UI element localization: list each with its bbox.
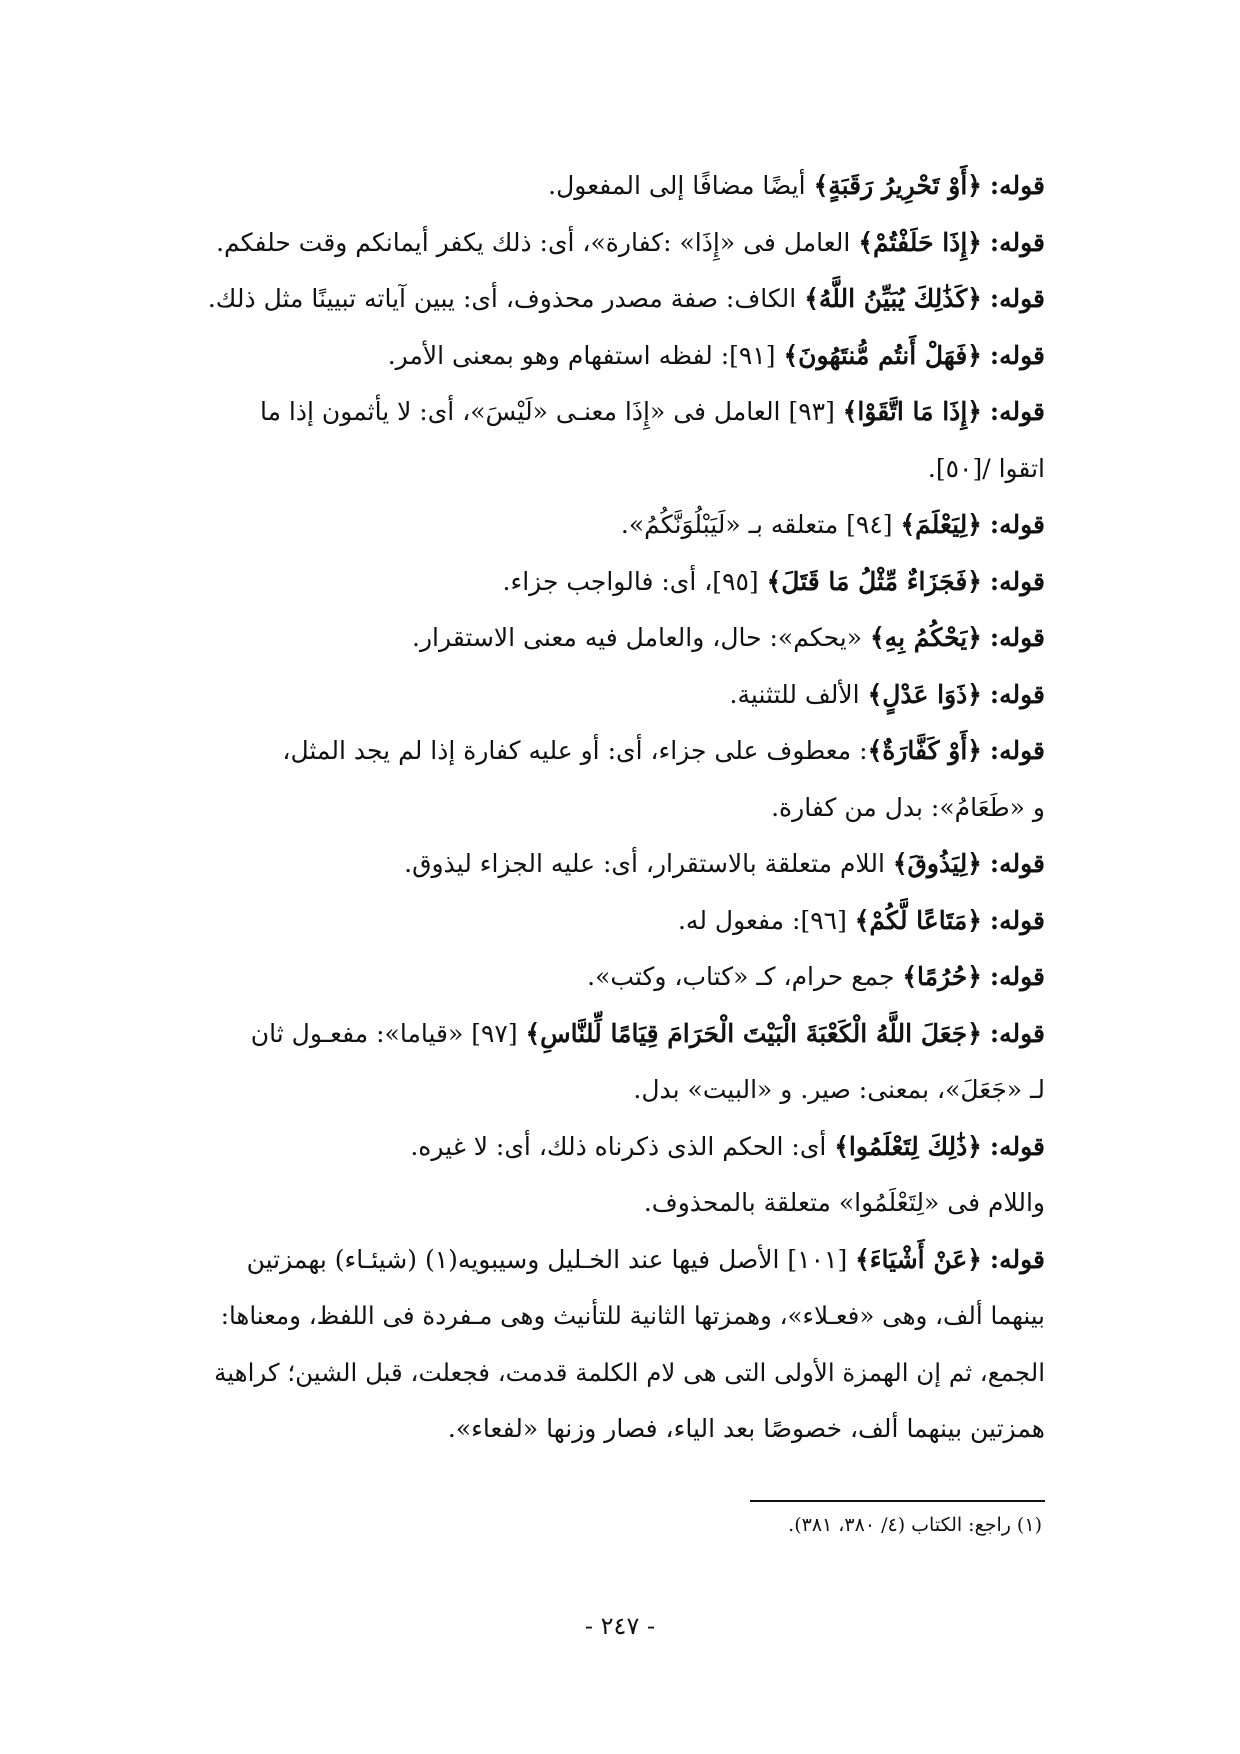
text-line	[205, 328, 1045, 385]
line-text: أيضًا مضافًا إلى المفعول.	[548, 171, 814, 200]
line-text: [٩٥]، أى: فالواجب جزاء.	[502, 566, 767, 596]
text-line	[205, 836, 1045, 893]
text-line	[205, 271, 1045, 328]
text-line	[205, 1006, 1045, 1063]
line-text: «يحكم»: حال، والعامل فيه معنى الاستقرار.	[412, 623, 871, 652]
line-label: قوله:	[989, 1244, 1045, 1274]
text-line	[205, 610, 1045, 667]
line-label: قوله:	[989, 397, 1045, 426]
quran-quote: ﴿كَذَٰلِكَ يُبَيِّنُ اللَّهُ﴾	[804, 284, 982, 313]
quran-quote: ﴿أَوْ كَفَّارَةٌ﴾	[867, 736, 982, 765]
quran-quote: ﴿لِيَذُوقَ﴾	[892, 849, 982, 878]
text-line	[205, 158, 1045, 215]
text-line	[205, 893, 1045, 950]
line-text: : معطوف على جزاء، أى: أو عليه كفارة إذا لم يجد المثل،	[282, 736, 868, 765]
quran-quote: ﴿إِذَا مَا اتَّقَوْا﴾	[842, 397, 982, 426]
text-line	[205, 215, 1045, 272]
text-line	[205, 1401, 1045, 1458]
line-label: قوله:	[989, 849, 1045, 878]
text-line	[205, 441, 1045, 498]
text-line	[205, 723, 1045, 780]
text-line	[205, 667, 1045, 724]
quran-quote: ﴿يَحْكُمُ بِهِ﴾	[870, 623, 982, 652]
quran-quote: ﴿إِذَا حَلَفْتُمْ﴾	[858, 227, 982, 257]
quran-quote: ﴿فَهَلْ أَنتُم مُّنتَهُونَ﴾	[783, 340, 982, 370]
text-line	[205, 1175, 1045, 1232]
line-text: [٩٦]: مفعول له.	[677, 905, 855, 935]
line-label: قوله:	[989, 1018, 1045, 1048]
quran-quote: ﴿لِيَعْلَمَ﴾	[900, 510, 982, 539]
line-text: بينهما ألف، وهى «فعـلاء»، وهمزتها الثانية للتأنيث وهى مـفردة فى اللفظ، ومعناها:	[220, 1301, 1045, 1330]
line-label: قوله:	[989, 623, 1045, 652]
line-text: همزتين بينهما ألف، خصوصًا بعد الياء، فصار وزنها «لفعاء».	[447, 1414, 1045, 1443]
text-line	[205, 554, 1045, 611]
line-text: اتقوا /[٥٠].	[927, 453, 1045, 483]
text-line	[205, 1119, 1045, 1176]
quran-quote: ﴿أَوْ تَحْرِيرُ رَقَبَةٍ﴾	[813, 171, 982, 200]
quran-quote: ﴿حُرُمًا﴾	[902, 962, 982, 991]
quran-quote: ﴿ذَوَا عَدْلٍ﴾	[867, 679, 982, 709]
line-label: قوله:	[989, 171, 1045, 200]
quran-quote: ﴿جَعَلَ اللَّهُ الْكَعْبَةَ الْبَيْتَ الْحَرَامَ قِيَامًا لِّلنَّاسِ﴾	[525, 1018, 982, 1048]
text-line	[205, 1232, 1045, 1289]
text-line	[205, 1288, 1045, 1345]
line-text: جمع حرام، كـ «كتاب، وكتب».	[587, 962, 903, 991]
text-line	[205, 949, 1045, 1006]
text-line	[205, 1062, 1045, 1119]
line-label: قوله:	[989, 340, 1045, 370]
line-text: اللام متعلقة بالاستقرار، أى: عليه الجزاء ليذوق.	[404, 849, 893, 878]
line-text: [٩٤] متعلقه بـ «لَيَبْلُوَنَّكُمُ».	[620, 510, 901, 539]
line-text: الألف للتثنية.	[729, 679, 868, 709]
line-label: قوله:	[989, 1131, 1045, 1161]
line-text: الكاف: صفة مصدر محذوف، أى: يبين آياته تبيينًا مثل ذلك.	[207, 284, 805, 313]
text-line	[205, 497, 1045, 554]
quran-quote: ﴿فَجَزَاءٌ مِّثْلُ مَا قَتَلَ﴾	[766, 566, 982, 596]
body-text	[205, 158, 1045, 1458]
line-text: الجمع، ثم إن الهمزة الأولى التى هى لام الكلمة قدمت، فجعلت، قبل الشين؛ كراهية	[214, 1357, 1045, 1387]
line-label: قوله:	[989, 227, 1045, 257]
quran-quote: ﴿عَنْ أَشْيَاءَ﴾	[855, 1244, 982, 1274]
line-label: قوله:	[989, 566, 1045, 596]
line-text: [٩٧] «قياما»: مفعـول ثان	[250, 1018, 526, 1048]
line-label: قوله:	[989, 905, 1045, 935]
line-text: واللام فى «لِتَعْلَمُوا» متعلقة بالمحذوف.	[643, 1188, 1045, 1217]
line-label: قوله:	[989, 736, 1045, 765]
line-text: أى: الحكم الذى ذكرناه ذلك، أى: لا غيره.	[410, 1131, 835, 1161]
line-text: [٩٣] العامل فى «إِذَا معنـى «لَيْسَ»، أى: لا يأثمون إذا ما	[259, 397, 843, 426]
line-label: قوله:	[989, 510, 1045, 539]
text-line	[205, 384, 1045, 441]
text-line	[205, 780, 1045, 837]
text-line	[205, 1345, 1045, 1402]
footnote: (١) راجع: الكتاب (٤/ ٣٨٠، ٣٨١).	[788, 1514, 1042, 1536]
footnote-separator	[750, 1500, 1045, 1502]
line-text: [١٠١] الأصل فيها عند الخـليل وسيبويه(١) (شيئـاء) بهمزتين	[246, 1244, 856, 1274]
line-label: قوله:	[989, 284, 1045, 313]
line-label: قوله:	[989, 962, 1045, 991]
line-text: [٩١]: لفظه استفهام وهو بمعنى الأمر.	[387, 340, 784, 370]
line-text: لـ «جَعَلَ»، بمعنى: صير. و «البيت» بدل.	[633, 1075, 1045, 1104]
line-text: العامل فى «إِذَا» :كفارة»، أى: ذلك يكفر أيمانكم وقت حلفكم.	[216, 227, 859, 257]
quran-quote: ﴿ذَٰلِكَ لِتَعْلَمُوا﴾	[834, 1131, 982, 1161]
page-number: - ٢٤٧ -	[584, 1612, 656, 1640]
line-text: و «طَعَامُ»: بدل من كفارة.	[771, 792, 1045, 822]
quran-quote: ﴿مَتَاعًا لَّكُمْ﴾	[854, 905, 982, 935]
line-label: قوله:	[989, 679, 1045, 709]
